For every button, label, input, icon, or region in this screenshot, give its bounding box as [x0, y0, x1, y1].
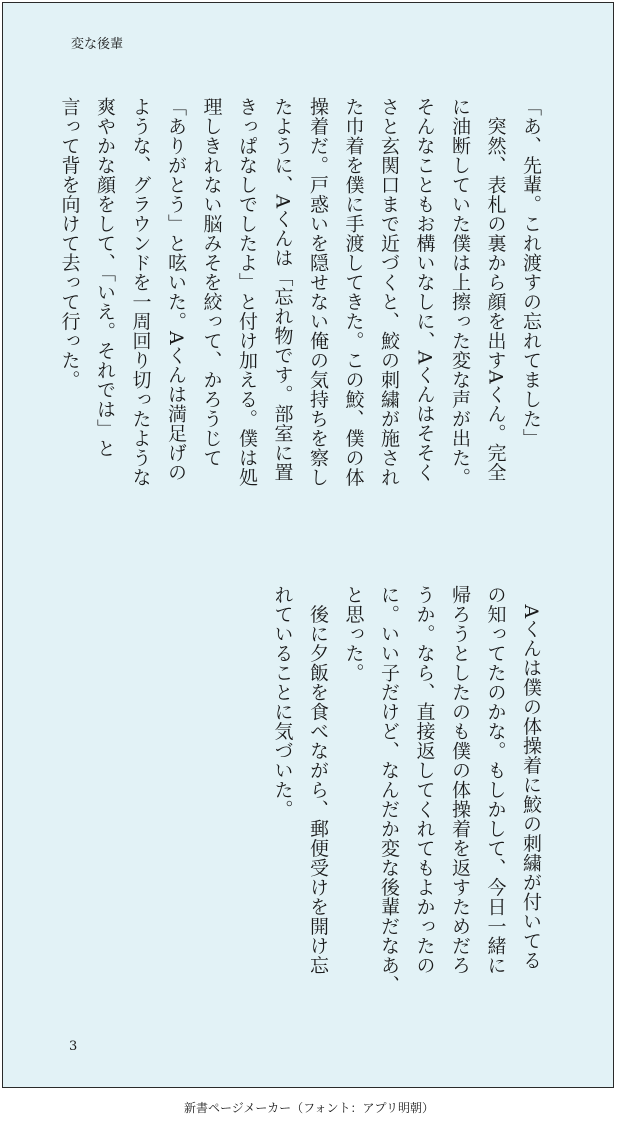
text-line: た巾着を僕に手渡してきた。この鮫、僕の体	[342, 97, 365, 487]
page-number: 3	[69, 1039, 78, 1054]
text-line: たように、Aくんは「忘れ物です。部室に置	[271, 97, 294, 482]
text-line: 操着だ。戸惑いを隠せない俺の気持ちを察し	[307, 97, 329, 487]
book-page	[2, 2, 614, 1088]
text-line: に油断していた僕は上擦った変な声が出た。	[449, 97, 471, 487]
text-line: 「ありがとう」と呟いた。Aくんは満足げの	[165, 97, 187, 482]
text-line: れていることに気づいた。	[271, 585, 294, 819]
text-line: さと玄関口まで近づくと、鮫の刺繍が施され	[378, 97, 400, 487]
text-line: 後に夕飯を食べながら、郵便受けを開け忘	[307, 585, 329, 975]
text-line: 言って背を向けて去って行った。	[58, 97, 81, 390]
text-line: 爽やかな顔をして、「いえ。それでは」と	[94, 97, 116, 458]
text-line: の知ってたのかな。もしかして、今日一緒に	[484, 585, 507, 975]
text-line: と思った。	[342, 585, 365, 683]
text-line: ような、グラウンドを一周回り切ったような	[129, 97, 152, 487]
text-line: きっぱなしでしたよ」と付け加える。僕は処	[236, 97, 258, 487]
footer-caption: 新書ページメーカー（フォント：アプリ明朝）	[183, 1101, 435, 1115]
text-line: に。いい子だけど、なんだか変な後輩だなあ、	[378, 585, 400, 995]
text-line: 帰ろうとしたのも僕の体操着を返すためだろ	[449, 585, 471, 975]
running-title: 変な後輩	[71, 37, 124, 52]
text-line: Aくんは僕の体操着に鮫の刺繍が付いてる	[520, 585, 542, 970]
text-line: うか。なら、直接返してくれてもよかったの	[413, 585, 436, 975]
text-line: そんなこともお構いなしに、Aくんはそそく	[413, 97, 436, 482]
lower-text-block	[264, 585, 548, 1015]
upper-text-block	[51, 97, 548, 527]
text-line: 突然、表札の裏から顔を出すAくん。完全	[484, 97, 507, 482]
text-line: 「あ、先輩。これ渡すの忘れてました」	[520, 97, 542, 448]
text-line: 理しきれない脳みそを絞って、かろうじて	[200, 97, 223, 468]
